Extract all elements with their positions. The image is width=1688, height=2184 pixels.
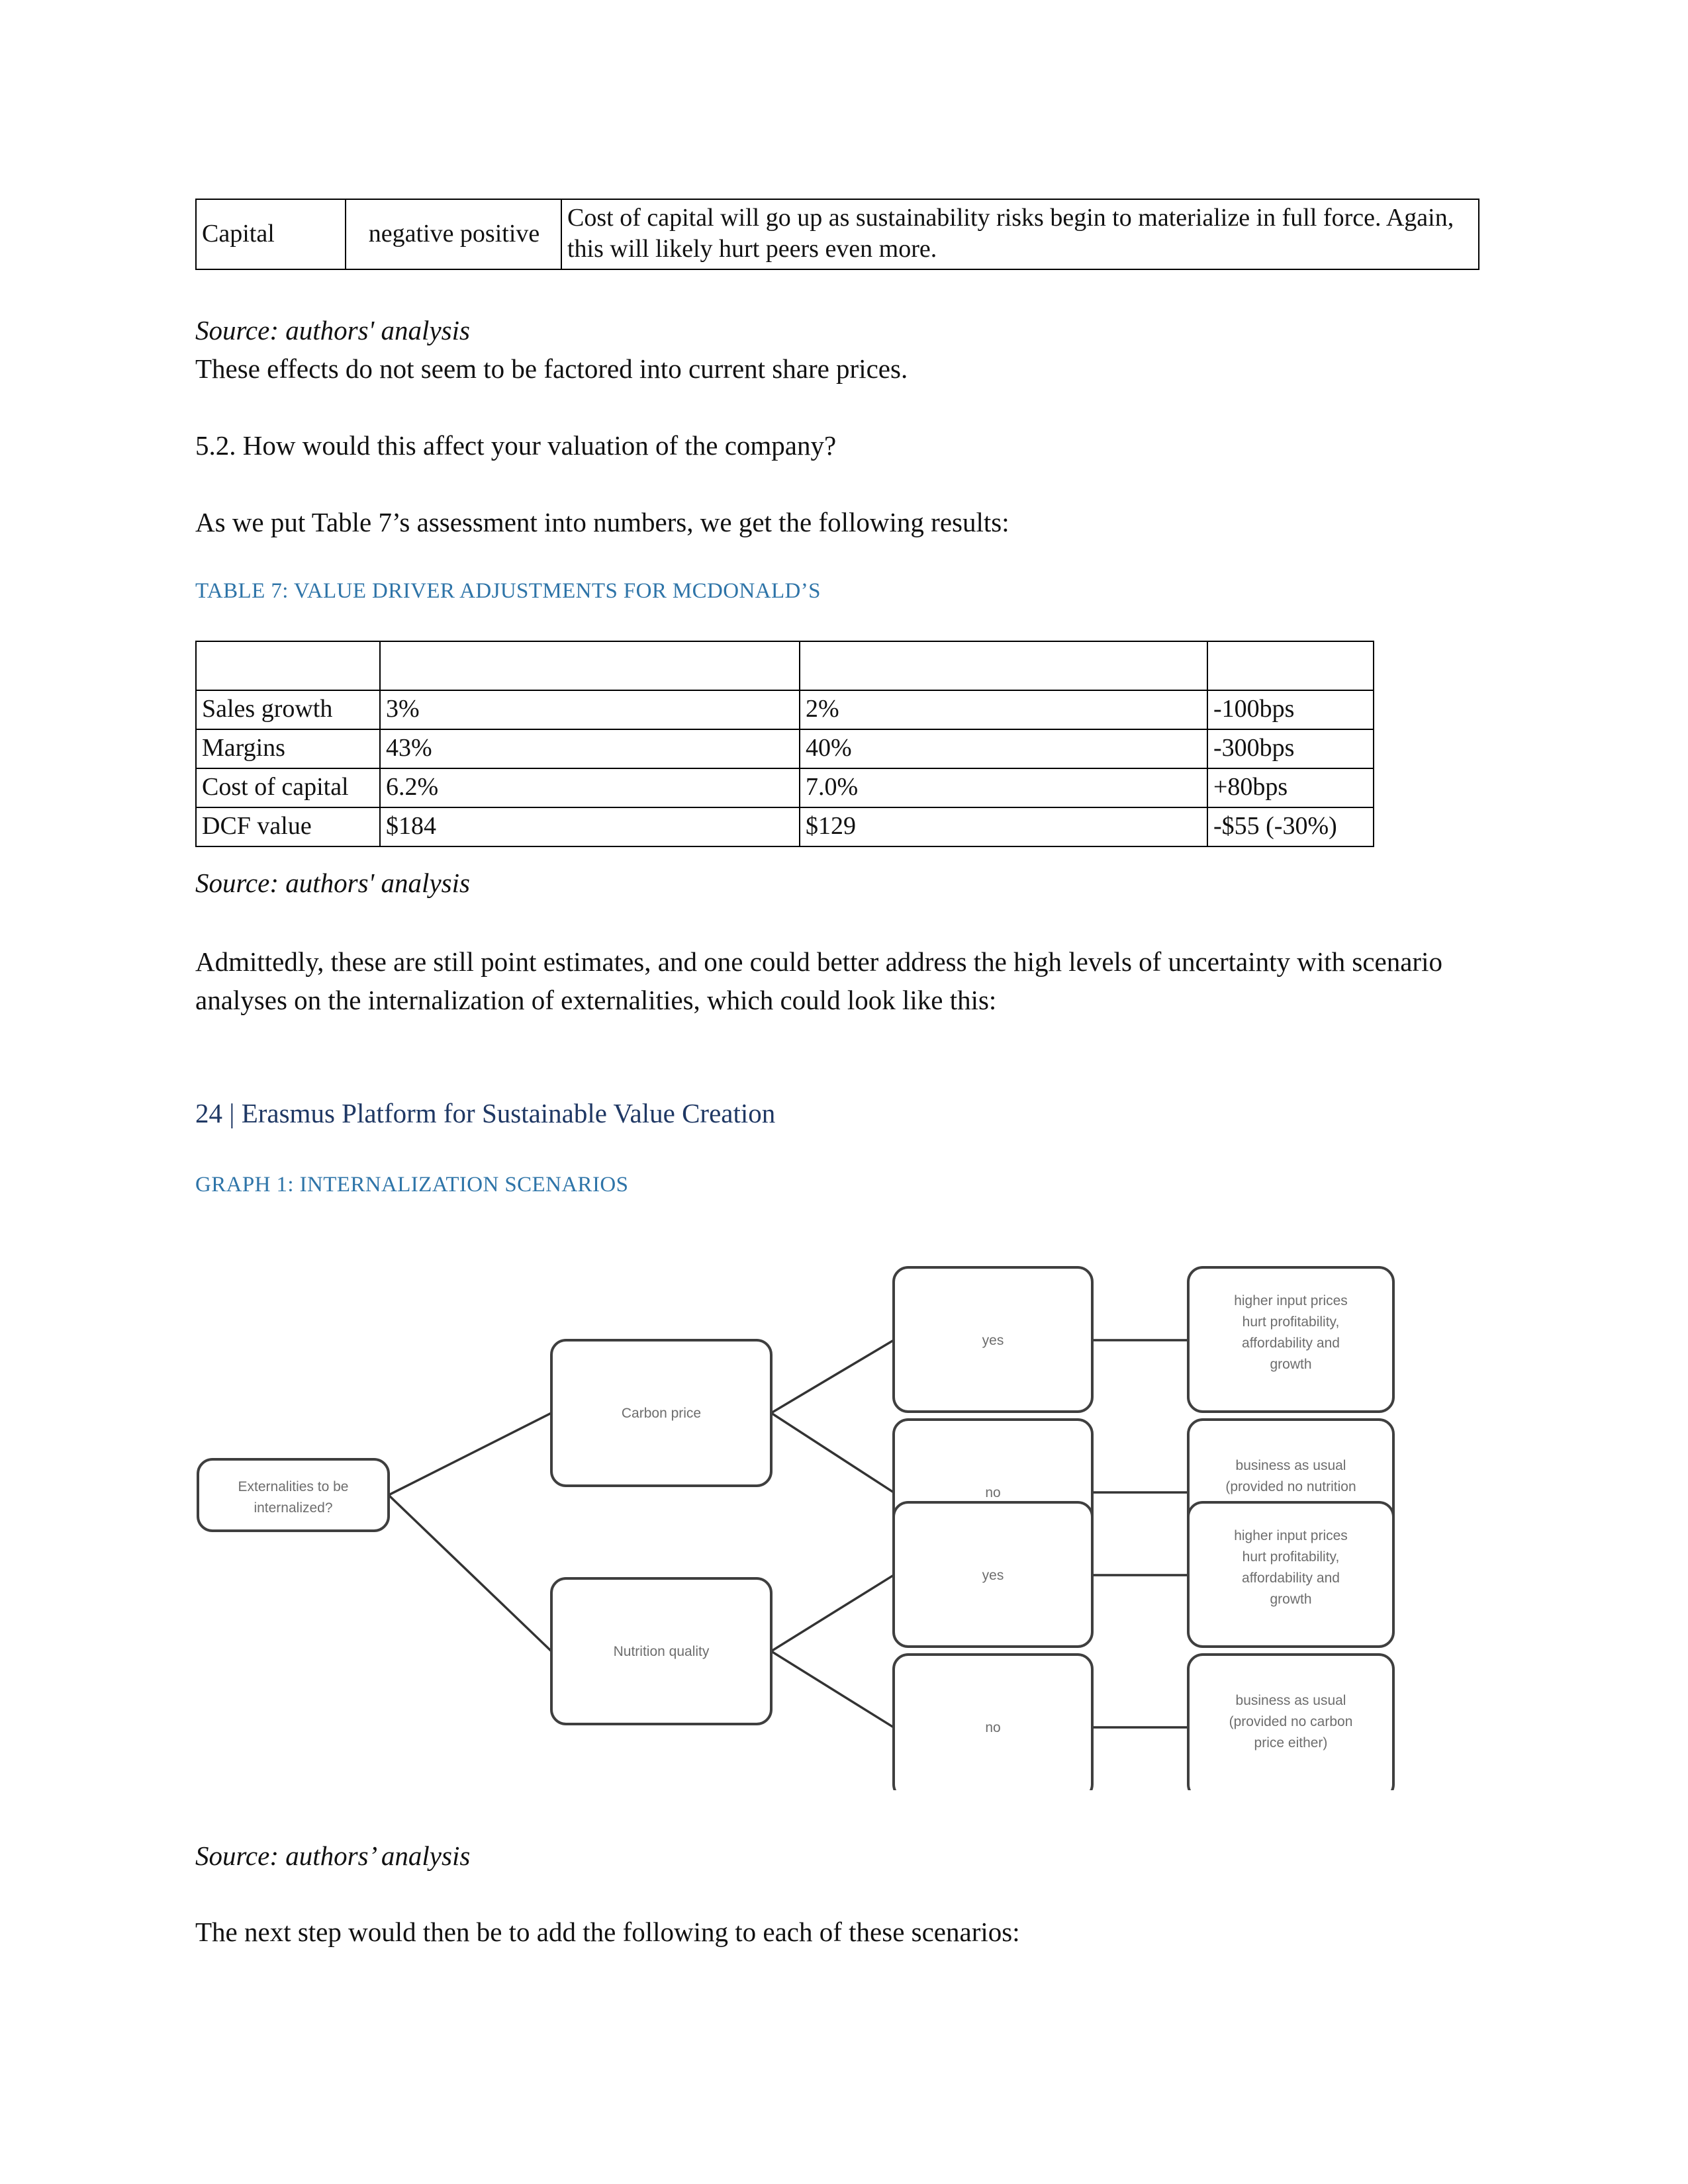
diagram-node-outcome-4-line3: price either) bbox=[1254, 1735, 1328, 1751]
cell-dcf-value-after: $129 bbox=[800, 807, 1207, 846]
diagram-node-carbon-price-label: Carbon price bbox=[621, 1406, 702, 1421]
continuation-table bbox=[195, 199, 1479, 270]
cell-cost-of-capital-delta: +80bps bbox=[1207, 768, 1374, 807]
source-note-2: Source: authors' analysis bbox=[195, 868, 470, 898]
diagram-node-outcome-1-line4: growth bbox=[1270, 1357, 1312, 1372]
diagram-node-outcome-4-line2: (provided no carbon bbox=[1229, 1714, 1353, 1729]
header-cell-delta bbox=[1207, 641, 1374, 690]
paragraph-scenario-analysis: Admittedly, these are still point estimates, and one could better address the high levels of uncertainty with scenario analyses on the internalization of externalities, which could look like this: bbox=[195, 946, 1442, 1015]
cell-direction: negative positive bbox=[346, 199, 561, 269]
paragraph-table7-intro: As we put Table 7’s assessment into numbers, we get the following results: bbox=[195, 507, 1009, 537]
row-label-dcf-value: DCF value bbox=[196, 807, 380, 846]
cell-cost-of-capital-before: 6.2% bbox=[380, 768, 800, 807]
diagram-node-decision-1-label: yes bbox=[982, 1333, 1004, 1348]
diagram-node-carbon-price[interactable] bbox=[551, 1340, 771, 1486]
diagram-node-outcome-3-line4: growth bbox=[1270, 1592, 1312, 1607]
diagram-node-outcome-3[interactable] bbox=[1188, 1502, 1393, 1647]
diagram-node-decision-no-nutrition[interactable] bbox=[894, 1655, 1092, 1790]
diagram-node-outcome-1-line3: affordability and bbox=[1242, 1336, 1340, 1351]
cell-margins-after: 40% bbox=[800, 729, 1207, 768]
table-row bbox=[196, 768, 1374, 807]
table-header-row bbox=[196, 641, 1374, 690]
diagram-node-nutrition-quality-label: Nutrition quality bbox=[613, 1644, 710, 1659]
diagram-node-root-line2: internalized? bbox=[254, 1500, 333, 1516]
internalization-scenarios-diagram bbox=[195, 1214, 1513, 1790]
diagram-node-outcome-4[interactable] bbox=[1188, 1655, 1393, 1790]
diagram-node-outcome-3-line1: higher input prices bbox=[1234, 1528, 1348, 1543]
diagram-node-outcome-1[interactable] bbox=[1188, 1267, 1393, 1412]
row-label-margins: Margins bbox=[196, 729, 380, 768]
heading-5-2: 5.2. How would this affect your valuation of the company? bbox=[195, 430, 837, 461]
cell-cost-of-capital-after: 7.0% bbox=[800, 768, 1207, 807]
table-row bbox=[196, 807, 1374, 846]
paragraph-share-prices: These effects do not seem to be factored into current share prices. bbox=[195, 353, 908, 384]
diagram-node-outcome-1-line1: higher input prices bbox=[1234, 1293, 1348, 1308]
diagram-node-outcome-3-line2: hurt profitability, bbox=[1242, 1549, 1340, 1565]
cell-dcf-value-delta: -$55 (-30%) bbox=[1207, 807, 1374, 846]
diagram-node-decision-3-label: yes bbox=[982, 1568, 1004, 1583]
table-row bbox=[196, 199, 1479, 269]
diagram-node-root-line1: Externalities to be bbox=[238, 1479, 349, 1494]
cell-margins-before: 43% bbox=[380, 729, 800, 768]
diagram-node-decision-2-label: no bbox=[985, 1485, 1001, 1500]
diagram-node-outcome-1-line2: hurt profitability, bbox=[1242, 1314, 1340, 1330]
cell-comment: Cost of capital will go up as sustainability risks begin to materialize in full force. Again, this will likely hurt peers even more. bbox=[561, 199, 1479, 269]
cell-sales-growth-before: 3% bbox=[380, 690, 800, 729]
diagram-node-outcome-2-line1: business as usual bbox=[1235, 1458, 1346, 1473]
table-row bbox=[196, 690, 1374, 729]
page-footer: 24 | Erasmus Platform for Sustainable Value Creation bbox=[195, 1098, 776, 1128]
header-cell-after bbox=[800, 641, 1207, 690]
diagram-node-decision-4-label: no bbox=[985, 1720, 1001, 1735]
diagram-node-outcome-2-line2: (provided no nutrition bbox=[1225, 1479, 1356, 1494]
cell-dcf-value-before: $184 bbox=[380, 807, 800, 846]
cell-sales-growth-after: 2% bbox=[800, 690, 1207, 729]
row-label-sales-growth: Sales growth bbox=[196, 690, 380, 729]
table-7-value-driver-adjustments bbox=[195, 641, 1374, 847]
source-note-3: Source: authors’ analysis bbox=[195, 1841, 471, 1871]
cell-driver: Capital bbox=[196, 199, 346, 269]
diagram-node-root[interactable] bbox=[198, 1459, 389, 1531]
header-cell-before bbox=[380, 641, 800, 690]
table7-caption: TABLE 7: VALUE DRIVER ADJUSTMENTS FOR MCDONALD’S bbox=[195, 579, 821, 603]
graph1-caption: GRAPH 1: INTERNALIZATION SCENARIOS bbox=[195, 1173, 629, 1197]
diagram-node-outcome-3-line3: affordability and bbox=[1242, 1570, 1340, 1586]
diagram-node-nutrition-quality[interactable] bbox=[551, 1578, 771, 1724]
diagram-node-decision-yes-carbon[interactable] bbox=[894, 1267, 1092, 1412]
source-note-1: Source: authors' analysis bbox=[195, 315, 470, 345]
diagram-node-outcome-4-line1: business as usual bbox=[1235, 1693, 1346, 1708]
header-cell-driver bbox=[196, 641, 380, 690]
diagram-node-decision-yes-nutrition[interactable] bbox=[894, 1502, 1092, 1647]
table-row bbox=[196, 729, 1374, 768]
cell-margins-delta: -300bps bbox=[1207, 729, 1374, 768]
row-label-cost-of-capital: Cost of capital bbox=[196, 768, 380, 807]
paragraph-next-step: The next step would then be to add the following to each of these scenarios: bbox=[195, 1917, 1020, 1947]
cell-sales-growth-delta: -100bps bbox=[1207, 690, 1374, 729]
